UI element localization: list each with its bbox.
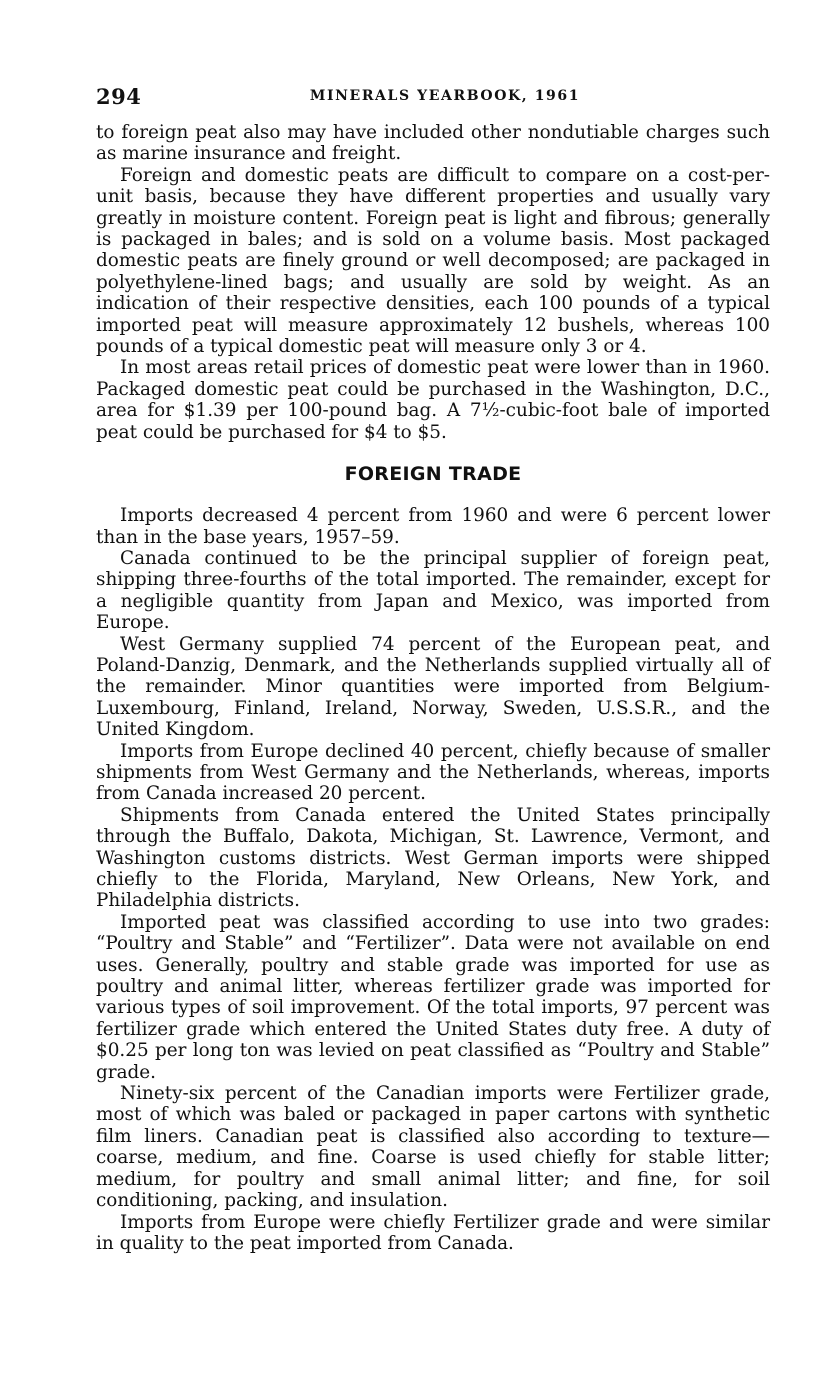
section-heading: FOREIGN TRADE <box>344 463 522 486</box>
page-number: 294 <box>96 84 142 109</box>
document-page <box>96 84 770 1254</box>
paragraph: Imports decreased 4 percent from 1960 and were 6 percent lower than in the base years, 1957–59. <box>96 505 770 548</box>
paragraph: Canada continued to be the principal supplier of foreign peat, shipping three-fourths of the total imported. The remainder, except for a negligible quantity from Japan and Mexico, was imported from Europe. <box>96 547 770 634</box>
paragraph: Shipments from Canada entered the United States principally through the Buffalo, Dakota, Michigan, St. Lawrence, Vermont, and Washington customs districts. West German imports were shipped chiefly to the Florida, Maryland, New Orleans, New York, and Philadelphia districts. <box>96 804 770 912</box>
paragraph: West Germany supplied 74 percent of the European peat, and Poland-Danzig, Denmark, and the Netherlands supplied virtually all of the remainder. Minor quantities were imported from Belgium-Luxembourg, Finland, Ireland, Norway, Sweden, U.S.S.R., and the United Kingdom. <box>96 633 770 741</box>
paragraph: to foreign peat also may have included other nondutiable charges such as marine insurance and freight. <box>96 122 770 165</box>
paragraph: Imports from Europe were chiefly Fertilizer grade and were similar in quality to the peat imported from Canada. <box>96 1211 770 1254</box>
running-head <box>96 84 770 114</box>
paragraph: Imported peat was classified according to use into two grades: “Poultry and Stable” and “Fertilizer”. Data were not available on end uses. Generally, poultry and stable grade was imported for use as poultry and animal litter, whereas fertilizer grade was imported for various types of soil improvement. Of the total imports, 97 percent was fertilizer grade which entered the United States duty free. A duty of $0.25 per long ton was levied on peat classified as “Poultry and Stable” grade. <box>96 911 770 1083</box>
paragraph: Ninety-six percent of the Canadian imports were Fertilizer grade, most of which was baled or packaged in paper cartons with synthetic film liners. Canadian peat is classified also according to texture—coarse, medium, and fine. Coarse is used chiefly for stable litter; medium, for poultry and small animal litter; and fine, for soil conditioning, packing, and insulation. <box>96 1083 770 1212</box>
paragraph: Imports from Europe declined 40 percent, chiefly because of smaller shipments from West Germany and the Netherlands, whereas, imports from Canada increased 20 percent. <box>96 740 770 805</box>
paragraph: In most areas retail prices of domestic peat were lower than in 1960. Packaged domestic peat could be purchased in the Washington, D.C., area for $1.39 per 100-pound bag. A 7½-cubic-foot bale of imported peat could be purchased for $4 to $5. <box>96 357 770 443</box>
paragraph: Foreign and domestic peats are difficult to compare on a cost-per-unit basis, because they have different properties and usually vary greatly in moisture content. Foreign peat is light and fibrous; generally is packaged in bales; and is sold on a volume basis. Most packaged domestic peats are finely ground or well decomposed; are packaged in polyethylene-lined bags; and usually are sold by weight. As an indication of their respective densities, each 100 pounds of a typical imported peat will measure approximately 12 bushels, whereas 100 pounds of a typical domestic peat will measure only 3 or 4. <box>96 164 770 358</box>
running-title: MINERALS YEARBOOK, 1961 <box>309 88 581 104</box>
